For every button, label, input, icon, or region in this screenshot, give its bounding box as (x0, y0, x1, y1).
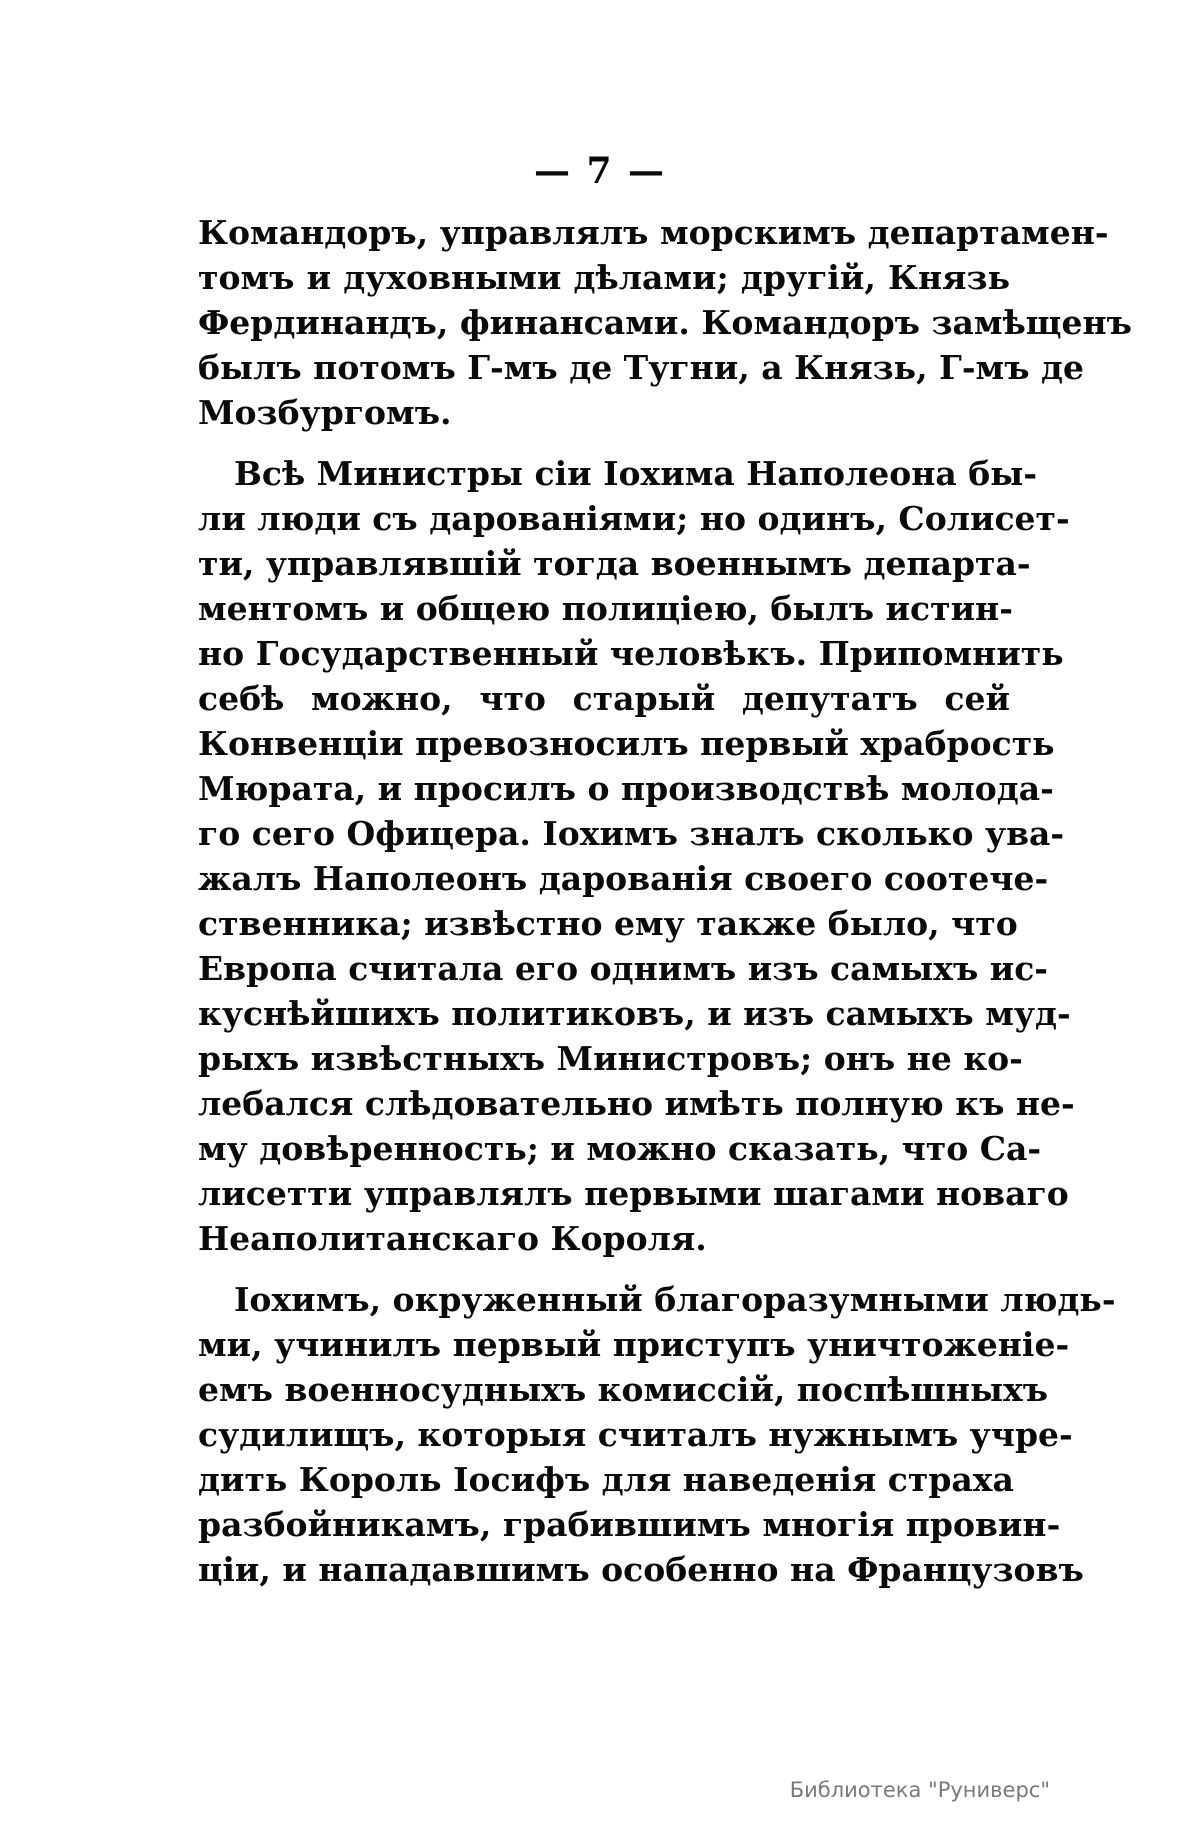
paragraph (198, 1277, 1116, 1592)
text-line: судилищъ, которыя считалъ нужнымъ учре- (198, 1415, 1073, 1454)
text-line: ціи, и нападавшимъ особенно на Французовъ (198, 1550, 1084, 1589)
text-line: Іохимъ, окруженный благоразумными людь- (234, 1280, 1116, 1319)
paragraph (198, 210, 1132, 435)
text-line: лисетти управлялъ первыми шагами новаго (198, 1174, 1069, 1213)
text-line: лебался слѣдовательно имѣть полную къ не- (198, 1084, 1075, 1123)
text-line: Командоръ, управлялъ морскимъ департамен- (198, 213, 1109, 252)
paragraph-gap (198, 435, 1010, 451)
text-line: ли люди съ дарованіями; но одинъ, Солисет- (198, 499, 1070, 538)
text-line: Европа считала его однимъ изъ самыхъ ис- (198, 949, 1049, 988)
text-line: себѣ можно, что старый депутатъ сей (198, 679, 1010, 718)
text-line: Неаполитанскаго Короля. (198, 1219, 707, 1258)
text-line: рыхъ извѣстныхъ Министровъ; онъ не ко- (198, 1039, 1023, 1078)
page-number: — 7 — (533, 150, 667, 192)
text-line: Мозбургомъ. (198, 393, 452, 432)
text-line: Фердинандъ, финансами. Командоръ замѣщенъ (198, 303, 1132, 342)
text-line: томъ и духовными дѣлами; другій, Князь (198, 258, 1010, 297)
paragraph (198, 451, 1075, 1261)
text-line: Всѣ Министры сіи Іохима Наполеона бы- (234, 454, 1038, 493)
text-line: ти, управлявшій тогда военнымъ департа- (198, 544, 1031, 583)
text-line: куснѣйшихъ политиковъ, и изъ самыхъ муд- (198, 994, 1071, 1033)
text-body (198, 210, 1132, 1592)
paragraph-gap (198, 1261, 1010, 1277)
text-line: го сего Офицера. Іохимъ зналъ сколько ува- (198, 814, 1065, 853)
text-line: жалъ Наполеонъ дарованія своего соотече- (198, 859, 1049, 898)
library-watermark: Библиотека "Руниверс" (789, 1778, 1050, 1802)
text-line: ми, учинилъ первый приступъ уничтоженіе- (198, 1325, 1070, 1364)
text-line: ственника; извѣстно ему также было, что (198, 904, 1018, 943)
text-line: дить Король Іосифъ для наведенія страха (198, 1460, 1014, 1499)
text-line: былъ потомъ Г-мъ де Тугни, а Князь, Г-мъ де (198, 348, 1084, 387)
text-line: но Государственный человѣкъ. Припомнить (198, 634, 1064, 673)
text-line: емъ военносудныхъ комиссій, поспѣшныхъ (198, 1370, 1049, 1409)
text-line: му довѣренность; и можно сказать, что Са- (198, 1129, 1042, 1168)
text-line: разбойникамъ, грабившимъ многія провин- (198, 1505, 1061, 1544)
text-line: ментомъ и общею полиціею, былъ истин- (198, 589, 1013, 628)
text-line: Конвенціи превозносилъ первый храбрость (198, 724, 1055, 763)
text-line: Мюрата, и просилъ о производствѣ молода- (198, 769, 1054, 808)
